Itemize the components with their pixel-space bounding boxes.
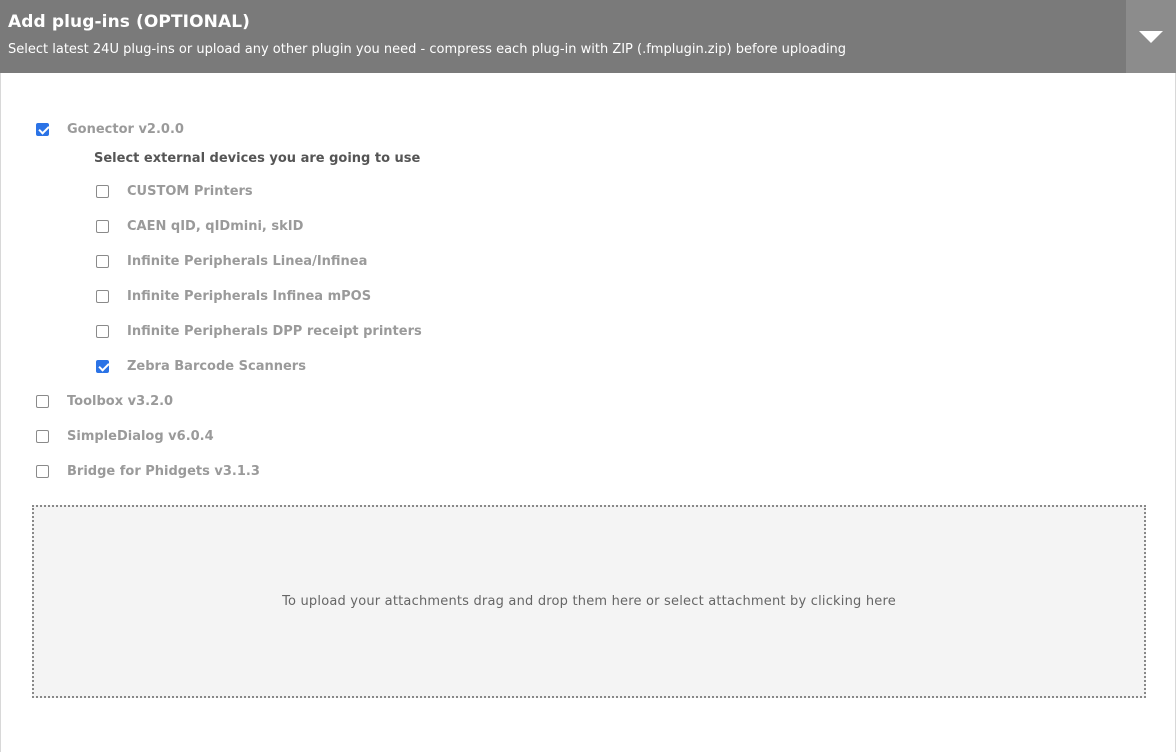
upload-dropzone[interactable] bbox=[32, 505, 1146, 698]
dpp-printers-checkbox[interactable] bbox=[96, 325, 109, 338]
infinea-mpos-label: Infinite Peripherals Infinea mPOS bbox=[127, 288, 372, 304]
gonector-label: Gonector v2.0.0 bbox=[67, 121, 184, 137]
collapse-toggle-button[interactable] bbox=[1126, 0, 1176, 73]
linea-infinea-label: Infinite Peripherals Linea/Infinea bbox=[127, 253, 368, 269]
caen-label: CAEN qID, qIDmini, skID bbox=[127, 218, 304, 234]
plugin-toolbox[interactable] bbox=[36, 392, 173, 410]
plugin-gonector[interactable] bbox=[36, 120, 184, 138]
simpledialog-checkbox[interactable] bbox=[36, 430, 49, 443]
dpp-printers-label: Infinite Peripherals DPP receipt printers bbox=[127, 323, 422, 339]
section-header bbox=[0, 0, 1176, 73]
linea-infinea-checkbox[interactable] bbox=[96, 255, 109, 268]
plugin-bridge-phidgets[interactable] bbox=[36, 462, 260, 480]
section-title: Add plug-ins (OPTIONAL) bbox=[8, 12, 251, 32]
bridge-phidgets-checkbox[interactable] bbox=[36, 465, 49, 478]
gonector-checkbox[interactable] bbox=[36, 123, 49, 136]
devices-heading: Select external devices you are going to use bbox=[94, 151, 421, 166]
device-infinea-mpos[interactable] bbox=[96, 287, 371, 305]
custom-printers-label: CUSTOM Printers bbox=[127, 183, 253, 199]
dropzone-text: To upload your attachments drag and drop them here or select attachment by clicking here bbox=[282, 594, 896, 609]
toolbox-label: Toolbox v3.2.0 bbox=[67, 393, 174, 409]
device-custom-printers[interactable] bbox=[96, 182, 253, 200]
device-linea-infinea[interactable] bbox=[96, 252, 367, 270]
toolbox-checkbox[interactable] bbox=[36, 395, 49, 408]
simpledialog-label: SimpleDialog v6.0.4 bbox=[67, 428, 214, 444]
device-zebra-scanners[interactable] bbox=[96, 357, 306, 375]
bridge-phidgets-label: Bridge for Phidgets v3.1.3 bbox=[67, 463, 260, 479]
zebra-scanners-checkbox[interactable] bbox=[96, 360, 109, 373]
plugin-simpledialog[interactable] bbox=[36, 427, 214, 445]
custom-printers-checkbox[interactable] bbox=[96, 185, 109, 198]
device-caen[interactable] bbox=[96, 217, 303, 235]
zebra-scanners-label: Zebra Barcode Scanners bbox=[127, 358, 306, 374]
plugins-panel bbox=[0, 73, 1176, 752]
device-dpp-printers[interactable] bbox=[96, 322, 422, 340]
chevron-down-icon bbox=[1139, 31, 1163, 43]
section-subtitle: Select latest 24U plug-ins or upload any other plugin you need - compress each plug-in with ZIP (.fmplugin.zip) before uploading bbox=[8, 42, 847, 57]
caen-checkbox[interactable] bbox=[96, 220, 109, 233]
infinea-mpos-checkbox[interactable] bbox=[96, 290, 109, 303]
